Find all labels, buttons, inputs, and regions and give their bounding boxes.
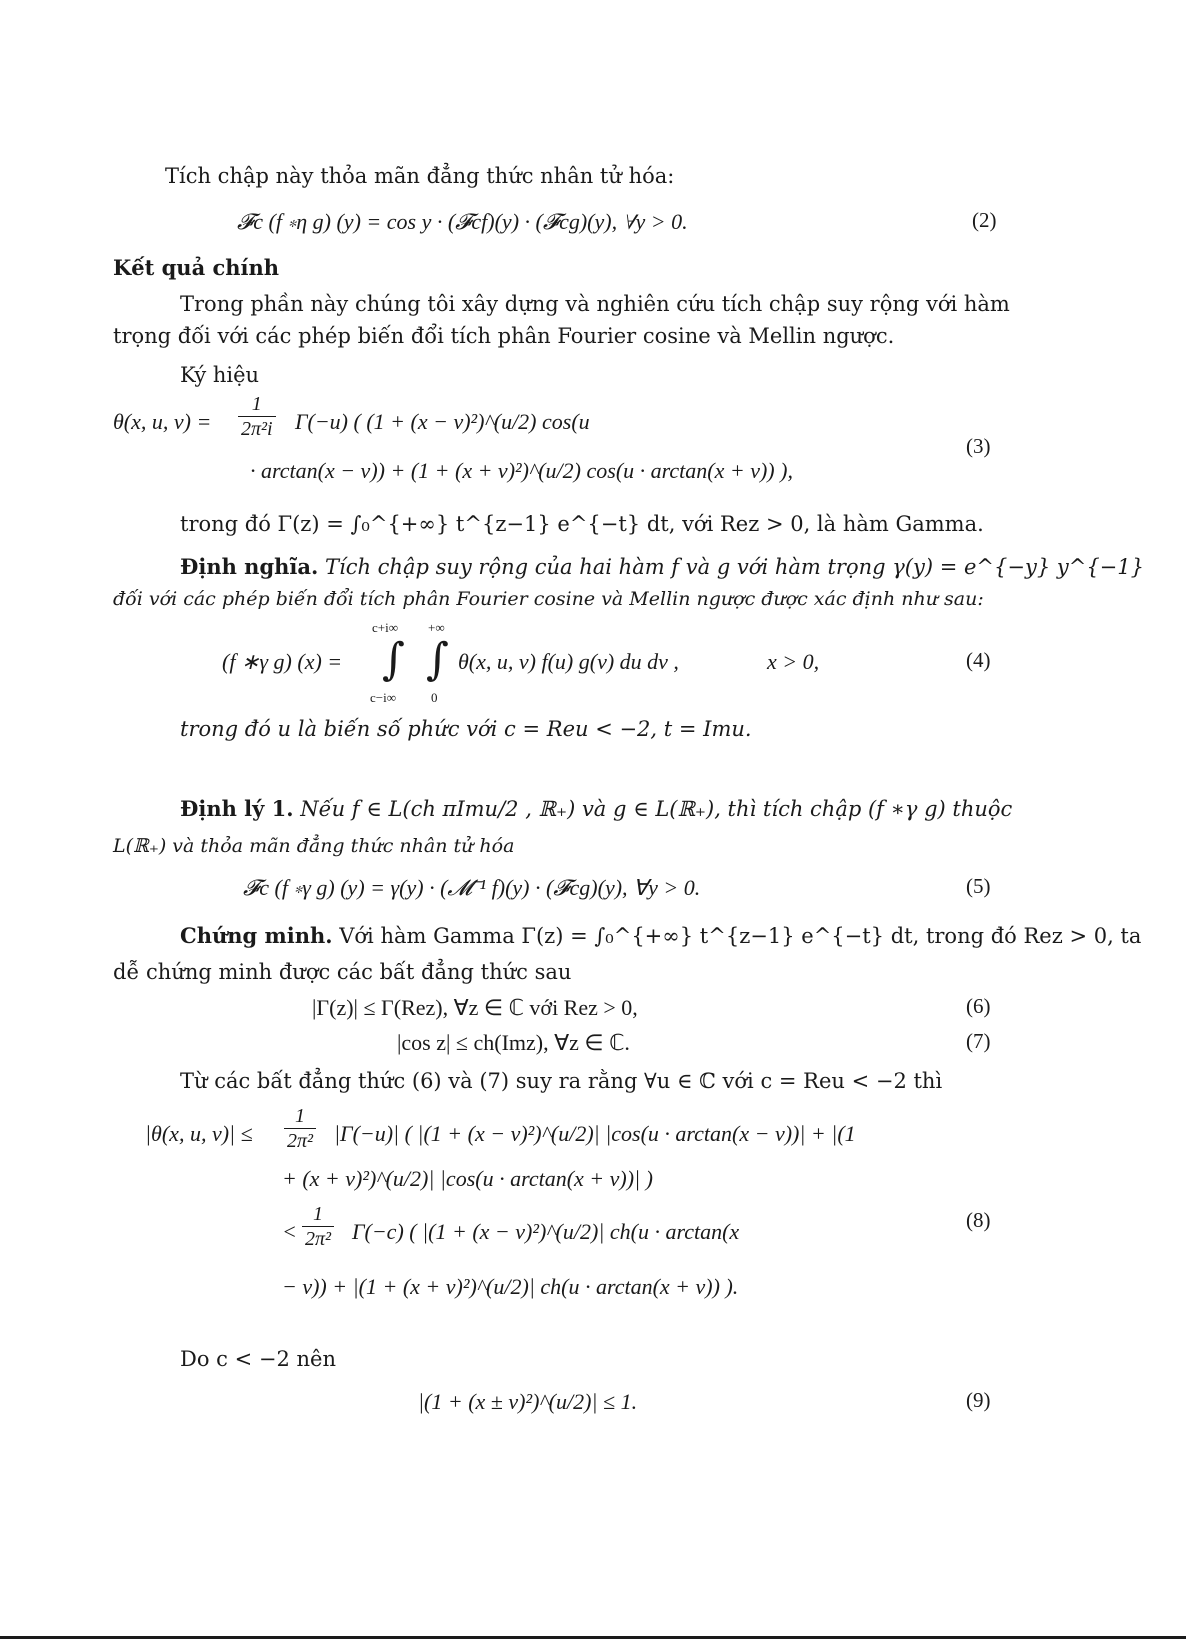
equation-number-4: (4) xyxy=(966,648,991,672)
fraction-denominator: 2π² xyxy=(305,1228,332,1250)
equation-number-2: (2) xyxy=(972,208,997,232)
proof-line-2: dễ chứng minh được các bất đẳng thức sau xyxy=(113,960,572,984)
definition-text: Tích chập suy rộng của hai hàm f và g với hàm trọng γ(y) = e^{−y} y^{−1} xyxy=(324,555,1144,579)
equation-8-lhs: |θ(x, u, v)| ≤ xyxy=(145,1121,253,1146)
equation-number-6: (6) xyxy=(966,994,991,1018)
integral-sign-2: ∫ xyxy=(426,634,449,685)
theorem-label: Định lý 1. xyxy=(180,796,294,821)
theorem-line-2: L(ℝ₊) và thỏa mãn đẳng thức nhân tử hóa xyxy=(113,835,515,857)
section-heading: Kết quả chính xyxy=(113,255,280,280)
equation-8-rhs: |Γ(−u)| ( |(1 + (x − v)²)^(u/2)| |cos(u · arctan(x − v))| + |(1 xyxy=(334,1121,856,1146)
paragraph-intro: Tích chập này thỏa mãn đẳng thức nhân tử hóa: xyxy=(165,164,675,188)
fraction-numerator: 1 xyxy=(302,1202,334,1227)
definition-line xyxy=(180,553,1144,581)
fraction-denominator: 2π²i xyxy=(241,418,273,440)
equation-4-condition: x > 0, xyxy=(767,649,820,674)
paragraph-line: trọng đối với các phép biến đổi tích phân Fourier cosine và Mellin ngược. xyxy=(113,324,895,348)
equation-4-rhs: θ(x, u, v) f(u) g(v) du dv , xyxy=(458,649,679,674)
equation-number-7: (7) xyxy=(966,1029,991,1053)
notation-label: Ký hiệu xyxy=(180,363,260,387)
proof-line xyxy=(180,922,1141,950)
equation-8-lt: < xyxy=(282,1219,297,1244)
integral-lower-limit-2: 0 xyxy=(431,690,438,705)
fraction-denominator: 2π² xyxy=(287,1130,314,1152)
equation-4-lhs: (f ∗γ g) (x) = xyxy=(222,649,343,674)
paragraph-line: Do c < −2 nên xyxy=(180,1347,336,1371)
theorem-text: Nếu f ∈ L(ch πImu/2 , ℝ₊) và g ∈ L(ℝ₊), thì tích chập (f ∗γ g) thuộc xyxy=(300,797,1013,821)
fraction-numerator: 1 xyxy=(284,1104,316,1129)
equation-9: |(1 + (x ± v)²)^(u/2)| ≤ 1. xyxy=(418,1389,638,1414)
equation-8-fraction-2 xyxy=(300,1202,336,1251)
equation-8-line3: Γ(−c) ( |(1 + (x − v)²)^(u/2)| ch(u · arctan(x xyxy=(352,1219,740,1244)
integral-upper-limit-2: +∞ xyxy=(428,620,445,635)
fraction-numerator: 1 xyxy=(238,392,276,417)
equation-6: |Γ(z)| ≤ Γ(Rez), ∀z ∈ ℂ với Rez > 0, xyxy=(312,995,638,1020)
equation-number-5: (5) xyxy=(966,874,991,898)
paragraph-line: Trong phần này chúng tôi xây dựng và nghiên cứu tích chập suy rộng với hàm xyxy=(180,292,1010,316)
equation-number-9: (9) xyxy=(966,1388,991,1412)
theorem-line xyxy=(180,795,1012,823)
proof-label: Chứng minh. xyxy=(180,923,333,948)
gamma-definition: trong đó Γ(z) = ∫₀^{+∞} t^{z−1} e^{−t} dt, với Rez > 0, là hàm Gamma. xyxy=(180,512,984,536)
integral-sign-1: ∫ xyxy=(382,634,405,685)
definition-line-2: đối với các phép biến đổi tích phân Fourier cosine và Mellin ngược được xác định như sau: xyxy=(113,588,984,610)
paragraph-line: Từ các bất đẳng thức (6) và (7) suy ra rằng ∀u ∈ ℂ với c = Reu < −2 thì xyxy=(180,1069,943,1093)
equation-3-rhs: Γ(−u) ( (1 + (x − v)²)^(u/2) cos(u xyxy=(295,409,590,434)
integral-upper-limit-1: c+i∞ xyxy=(372,620,398,635)
equation-3-fraction xyxy=(236,392,278,441)
equation-8-line4: − v)) + |(1 + (x + v)²)^(u/2)| ch(u · arctan(x + v)) ). xyxy=(282,1274,739,1299)
equation-5: 𝓕c (f ∗γ g) (y) = γ(y) · (𝓜⁻¹ f)(y) · (𝓕cg)(y), ∀y > 0. xyxy=(243,875,701,900)
definition-condition: trong đó u là biến số phức với c = Reu < −2, t = Imu. xyxy=(180,717,752,741)
equation-8-line2: + (x + v)²)^(u/2)| |cos(u · arctan(x + v))| ) xyxy=(282,1166,653,1191)
proof-text: Với hàm Gamma Γ(z) = ∫₀^{+∞} t^{z−1} e^{−t} dt, trong đó Rez > 0, ta xyxy=(339,924,1142,948)
integral-lower-limit-1: c−i∞ xyxy=(370,690,396,705)
equation-number-3: (3) xyxy=(966,434,991,458)
equation-2: 𝓕c (f ∗η g) (y) = cos y · (𝓕cf)(y) · (𝓕cg)(y), ∀y > 0. xyxy=(237,209,688,234)
equation-8-fraction-1 xyxy=(282,1104,318,1153)
equation-number-8: (8) xyxy=(966,1208,991,1232)
definition-label: Định nghĩa. xyxy=(180,554,319,579)
equation-3-lhs: θ(x, u, v) = xyxy=(113,409,212,434)
equation-3-line2: · arctan(x − v)) + (1 + (x + v)²)^(u/2) cos(u · arctan(x + v)) ), xyxy=(250,458,793,483)
equation-7: |cos z| ≤ ch(Imz), ∀z ∈ ℂ. xyxy=(397,1030,630,1055)
